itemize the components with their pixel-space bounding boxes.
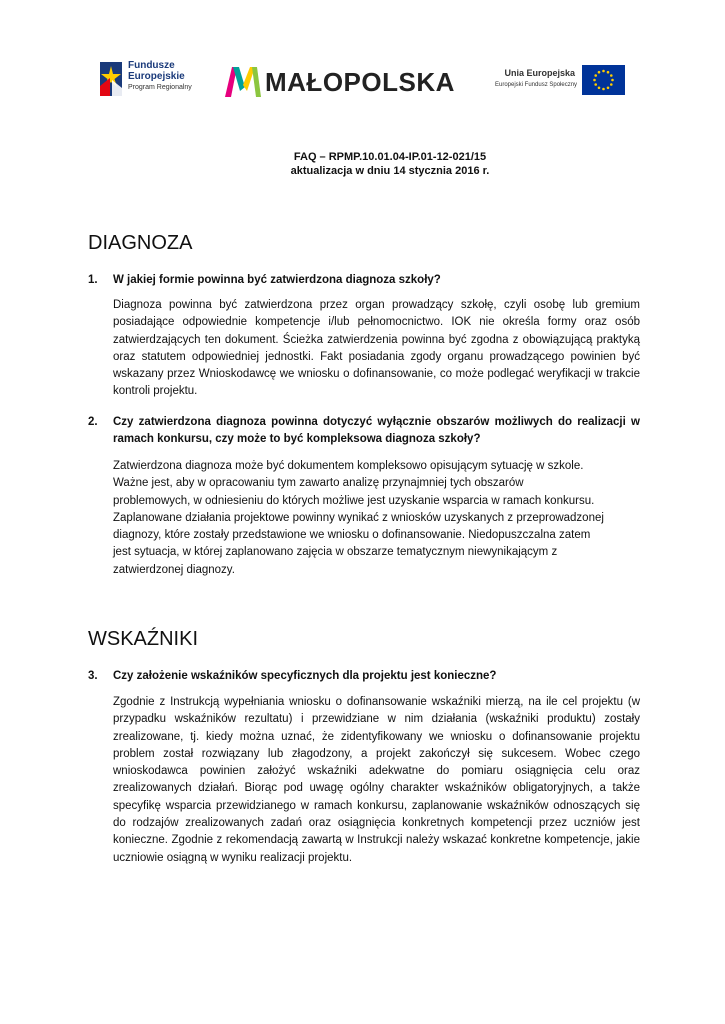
eu-star (594, 83, 597, 86)
faq-update-date: aktualizacja w dniu 14 stycznia 2016 r. (290, 165, 490, 177)
eu-star (598, 71, 601, 74)
malopolska-logo (223, 63, 455, 99)
question-number: 3. (88, 670, 98, 682)
fe-line2: Europejskie (128, 71, 185, 82)
eu-star (611, 79, 614, 82)
answer-line: Ważne jest, aby w opracowaniu tym zawarto analizę przynajmniej tych obszarów (113, 477, 524, 490)
fe-star-icon (98, 60, 124, 98)
ue-line1: Unia Europejska (504, 68, 575, 78)
question-3 (88, 668, 640, 685)
question-text: W jakiej formie powinna być zatwierdzona diagnoza szkoły? (113, 274, 441, 286)
eu-star (598, 86, 601, 89)
answer-line: problemowych, w odniesieniu do których możliwe jest uzyskanie wsparcia w ramach konkursu. (113, 494, 595, 507)
fundusze-europejskie-logo (98, 58, 208, 102)
answer-1: Diagnoza powinna być zatwierdzona przez organ prowadzący szkołę, czyli osobę lub gremium posiadające odpowiednie kompetencje i/lub pełnomocnictwo. IOK nie określa formy oraz osób zatwierdzających ten dokument. Ścieżka zatwierdzenia powinna być zgodna z obowiązującą praktyką oraz statutem odpowiedniej jednostki. Fakt posiadania zgody organu prowadzącego powinien być wskazany przez Wnioskodawcę we wniosku o dofinansowanie, co może podlegać weryfikacji w trakcie kontroli projektu. (113, 299, 640, 398)
fe-line3: Program Regionalny (128, 84, 192, 91)
question-1 (88, 272, 640, 289)
unia-europejska-logo (495, 65, 635, 99)
fe-line1: Fundusze (128, 60, 175, 71)
eu-star (602, 70, 605, 73)
faq-title: FAQ – RPMP.10.01.04-IP.01-12-021/15 (293, 151, 487, 163)
answer-line: Zatwierdzona diagnoza może być dokumentem kompleksowo opisującym sytuację w szkole. (113, 460, 584, 472)
eu-flag-icon (582, 65, 625, 95)
answer-line: Zaplanowane działania projektowe powinny wynikać z wniosków uzyskanych z przeprowadzonej (113, 511, 604, 524)
answer-line: zatwierdzonej diagnozy. (113, 563, 235, 576)
eu-star (607, 86, 610, 89)
question-2 (88, 414, 640, 448)
faq-header (0, 150, 725, 178)
answer-line: jest sytuacja, w której zaplanowano zajęcia w obszarze tematycznym niewynikającym z (113, 546, 558, 559)
answer-3: Zgodnie z Instrukcją wypełniania wniosku o dofinansowanie wskaźniki mierzą, na ile cel projektu (w przypadku wskaźników rezultatu) i przewidziane w nim działania (wskaźniki produktu) zostały zrealizowane, tj. kiedy można uznać, że zidentyfikowany we wniosku o dofinansowanie projektu problem został rozwiązany lub złagodzony, a projekt zakończył się sukcesem. Wobec czego wnioskodawca powinien założyć wskaźniki adekwatne do pomiaru osiągnięcia celu oraz zrealizowanych działań. Biorąc pod uwagę ogólny charakter wskaźników obligatoryjnych, a także specyfikę wsparcia przewidzianego w ramach konkursu, zaplanowanie wskaźników odnoszących się do rodzajów zrealizowanych zadań oraz osiągnięcia konkretnych kompetencji przez uczniów jest konieczne. Zgodnie z rekomendacją zawartą w Instrukcji należy wskazać konkretne kompetencje, jakie uczniowie osiągną w wyniku realizacji projektu. (113, 696, 640, 864)
eu-star (602, 88, 605, 91)
question-text: Czy zatwierdzona diagnoza powinna dotyczyć wyłącznie obszarów możliwych do realizacji w ramach konkursu, czy może to być kompleksowa diagnoza szkoły? (113, 416, 640, 445)
header-logos (90, 55, 635, 105)
question-number: 2. (88, 416, 98, 428)
answer-2 (113, 458, 640, 579)
malopolska-text: MAŁOPOLSKA (265, 67, 455, 97)
fe-logo-text (128, 60, 192, 93)
eu-star (610, 83, 613, 86)
answer-line: diagnozy, które zostały przedstawione we wniosku o dofinansowanie. Niedopuszczalna zatem (113, 529, 591, 542)
eu-star (607, 71, 610, 74)
eu-star (593, 79, 596, 82)
eu-star (594, 74, 597, 77)
ue-logo-text (495, 67, 578, 91)
malopolska-m-icon (223, 63, 263, 99)
question-number: 1. (88, 274, 98, 286)
question-text: Czy założenie wskaźników specyficznych dla projektu jest konieczne? (113, 670, 497, 682)
ue-line2: Europejski Fundusz Społeczny (495, 82, 578, 88)
section-heading-diagnoza: DIAGNOZA (88, 232, 193, 254)
section-heading-wskazniki: WSKAŹNIKI (88, 628, 199, 650)
eu-star (610, 74, 613, 77)
